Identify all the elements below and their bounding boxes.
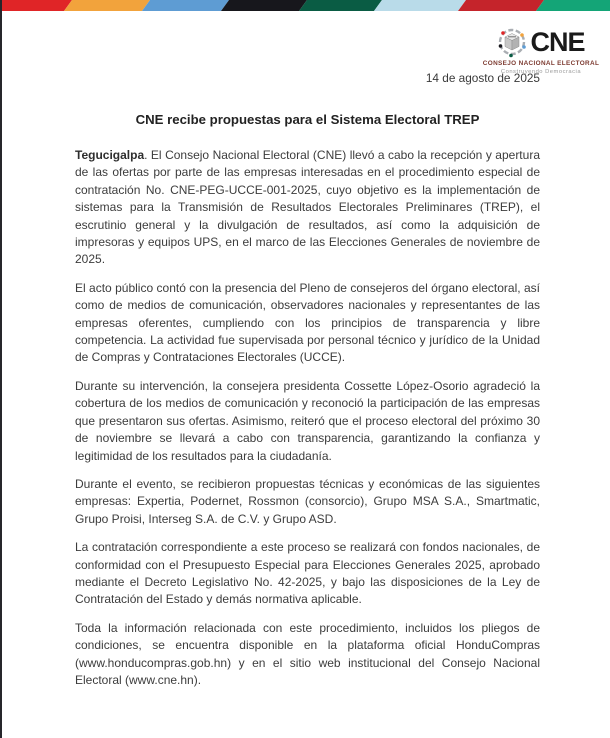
document-body [75, 147, 540, 700]
body-paragraph-5: La contratación correspondiente a este proceso se realizará con fondos nacionales, de conformidad con el Presupuesto Especial para Elecciones Generales 2025, aprobado mediante el Decreto Legislativo No. 42-2025, y bajo las disposiciones de la Ley de Contratación del Estado y demás normativa aplicable. [75, 540, 540, 607]
cne-emblem-icon [497, 26, 527, 58]
body-paragraph-2: El acto público contó con la presencia del Pleno de consejeros del órgano electoral, así como de medios de comunicación, observadores nacionales y representantes de las empresas oferentes, cumpliendo con los principios de transparencia y libre competencia. La actividad fue supervisada por personal técnico y jurídico de la Unidad de Compras y Contrataciones Electorales (UCCE). [75, 280, 540, 365]
body-paragraph-6: Toda la información relacionada con este procedimiento, incluidos los pliegos de condiciones, se encuentra disponible en la plataforma oficial HonduCompras (www.honducompras.gob.hn) y en el sitio web institucional del Consejo Nacional Electoral (www.cne.hn). [75, 620, 540, 687]
stripe-segment [374, 0, 466, 11]
stripe-segment [64, 0, 150, 11]
logo-acronym: CNE [530, 26, 585, 57]
stripe-segment [299, 0, 382, 11]
stripe-segment [221, 0, 307, 11]
body-paragraph-3: Durante su intervención, la consejera presidenta Cossette López-Osorio agradeció la cobertura de los medios de comunicación y reconoció la participación de las empresas que presentaron sus ofertas. Asimismo, reiteró que el proceso electoral del próximo 30 de noviembre se llevará a cabo con transparencia, garantizando la confianza y legitimidad de los resultados para la ciudadanía. [75, 378, 540, 463]
body-paragraph-1: Tegucigalpa. El Consejo Nacional Electoral (CNE) llevó a cabo la recepción y apertura de las ofertas por parte de las empresas interesadas en el procedimiento especial de contratación No. CNE-PEG-UCCE-001-2025, cuyo objetivo es la implementación de sistemas para la Transmisión de Resultados Electorales Preliminares (TREP), el escrutinio general y la divulgación de resultados, así como la adquisición de impresoras y equipos UPS, en el marco de las Elecciones Generales de noviembre de 2025. [75, 148, 540, 267]
stripe-segment [142, 0, 229, 11]
stripe-segment [0, 0, 72, 11]
paragraph-bold-lead: Tegucigalpa [75, 148, 145, 162]
document-date: 14 de agosto de 2025 [425, 71, 540, 85]
body-paragraph-4: Durante el evento, se recibieron propuestas técnicas y económicas de las siguientes empresas: Expertia, Podernet, Rossmon (consorcio), Grupo MSA S.A., Smartmatic, Grupo Proisi, Interseg S.A. de C.V. y Grupo ASD. [75, 476, 540, 526]
stripe-segment [458, 0, 544, 11]
header-color-stripe [0, 0, 610, 11]
stripe-segment [536, 0, 610, 11]
logo-tagline: Construyendo Democracia [500, 68, 582, 75]
document-title: CNE recibe propuestas para el Sistema Electoral TREP [135, 112, 480, 127]
cne-logo [482, 26, 600, 75]
logo-institution-name: CONSEJO NACIONAL ELECTORAL [482, 60, 600, 67]
